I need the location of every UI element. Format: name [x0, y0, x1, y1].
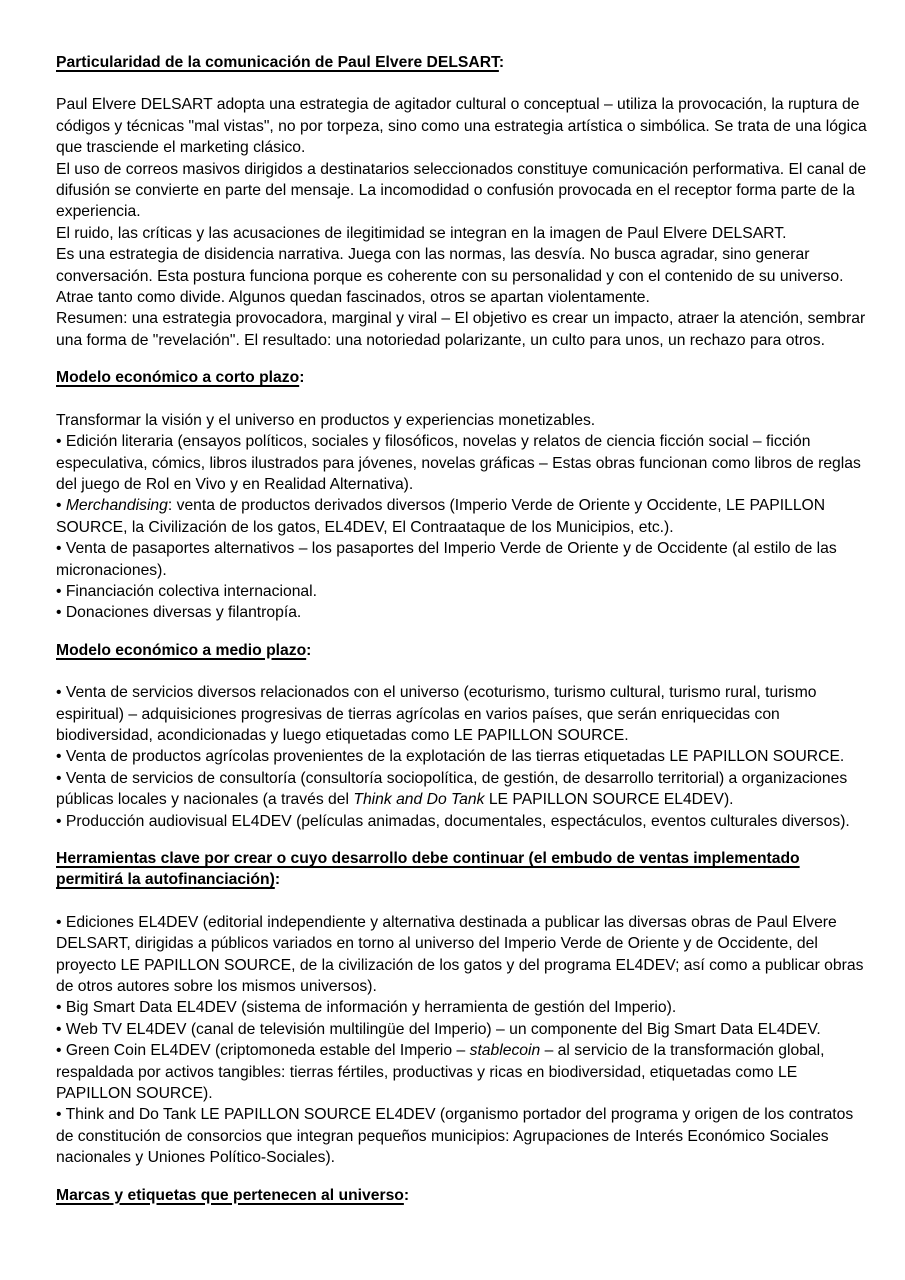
bullet-text: LE PAPILLON SOURCE EL4DEV).	[484, 791, 734, 809]
bullet-item: • Venta de productos agrícolas provenientes de la explotación de las tierras etiquetadas LE PAPILLON SOURCE.	[56, 748, 845, 766]
italic-term: stablecoin	[469, 1042, 541, 1060]
heading-communication	[56, 52, 868, 73]
heading-colon: :	[498, 54, 505, 71]
section-short-term-model	[56, 367, 868, 623]
section-communication	[56, 52, 868, 351]
bullet-item: • Donaciones diversas y filantropía.	[56, 604, 302, 622]
heading-colon: :	[274, 871, 281, 889]
section-brands	[56, 1185, 868, 1206]
paragraph: El ruido, las críticas y las acusaciones de ilegitimidad se integran en la imagen de Paul Elvere DELSART.	[56, 224, 787, 242]
paragraph: Transformar la visión y el universo en productos y experiencias monetizables.	[56, 411, 596, 429]
bullet-item: • Ediciones EL4DEV (editorial independiente y alternativa destinada a publicar las diversas obras de Paul Elvere DELSART, dirigidas a públicos variados en torno al universo del Imperio Verde de Oriente y de Occidente, del proyecto LE PAPILLON SOURCE, de la civilización de los gatos y del programa EL4DEV; así como a publicar obras de otros autores sobre los mismos universos).	[56, 913, 864, 996]
bullet-item: • Edición literaria (ensayos políticos, sociales y filosóficos, novelas y relatos de ciencia ficción social – ficción especulativa, cómics, libros ilustrados para jóvenes, novelas gráficas – Estas obras funcionan como libros de reglas del juego de Rol en Vivo y en Realidad Alternativa).	[56, 433, 861, 493]
bullet-item: • Venta de pasaportes alternativos – los pasaportes del Imperio Verde de Oriente y de Occidente (al estilo de las micronaciones).	[56, 540, 837, 579]
bullet-item: • Producción audiovisual EL4DEV (películas animadas, documentales, espectáculos, eventos culturales diversos).	[56, 812, 850, 830]
heading-key-tools	[56, 848, 868, 891]
heading-text: Modelo económico a corto plazo	[56, 369, 300, 387]
bullet-item	[56, 768, 868, 811]
bullet-text: : venta de productos derivados diversos (Imperio Verde de Oriente y Occidente, LE PAPILLON SOURCE, la Civilización de los gatos, EL4DEV, El Contraataque de los Municipios, etc.).	[56, 497, 826, 536]
paragraph: Es una estrategia de disidencia narrativa. Juega con las normas, las desvía. No busca agradar, sino generar conversación. Esta postura funciona porque es coherente con su personalidad y con el contenido de su universo. Atrae tanto como divide. Algunos quedan fascinados, otros se apartan violentamente.	[56, 246, 844, 307]
section-key-tools	[56, 848, 868, 1169]
paragraph: El uso de correos masivos dirigidos a destinatarios seleccionados constituye comunicación performativa. El canal de difusión se convierte en parte del mensaje. La incomodidad o confusión provocada en el receptor forma parte de la experiencia.	[56, 160, 867, 221]
paragraph: Resumen: una estrategia provocadora, marginal y viral – El objetivo es crear un impacto, atraer la atención, sembrar una forma de "revelación". El resultado: una notoriedad polarizante, un culto para unos, un rechazo para otros.	[56, 310, 866, 349]
heading-text: Herramientas clave por crear o cuyo desarrollo debe continuar (el embudo de ventas implementado permitirá la autofinanciación)	[56, 850, 800, 889]
heading-text: Particularidad de la comunicación de Paul Elvere DELSART	[56, 54, 499, 71]
italic-term: Think and Do Tank	[353, 791, 485, 809]
bullet-item: • Think and Do Tank LE PAPILLON SOURCE EL4DEV (organismo portador del programa y origen de los contratos de constitución de consorcios que integran pequeños municipios: Agrupaciones de Interés Económico Sociales nacionales y Uniones Político-Sociales).	[56, 1106, 854, 1167]
bullet-item: • Financiación colectiva internacional.	[56, 582, 317, 600]
bullet-text: • Green Coin EL4DEV (criptomoneda estable del Imperio –	[56, 1042, 470, 1060]
bullet-item	[56, 1040, 868, 1104]
heading-colon: :	[299, 369, 305, 387]
heading-brands	[56, 1185, 868, 1206]
heading-medium-term-model	[56, 640, 868, 661]
bullet-item: • Big Smart Data EL4DEV (sistema de información y herramienta de gestión del Imperio).	[56, 999, 677, 1017]
bullet-text: • Venta de servicios de consultoría (consultoría sociopolítica, de gestión, de desarrollo territorial) a organizaciones públicas locales y nacionales (a través del	[56, 769, 848, 809]
bullet-item: • Venta de servicios diversos relacionados con el universo (ecoturismo, turismo cultural, turismo rural, turismo espiritual) – adquisiciones progresivas de tierras agrícolas en varios países, que serán enriquecidas con biodiversidad, acondicionadas y luego etiquetadas como LE PAPILLON SOURCE.	[56, 684, 817, 744]
heading-colon: :	[306, 641, 312, 659]
italic-term: Merchandising	[65, 497, 168, 515]
bullet-item	[56, 495, 868, 538]
bullet-prefix: •	[56, 497, 66, 515]
heading-text: Marcas y etiquetas que pertenecen al universo	[56, 1186, 404, 1204]
section-medium-term-model	[56, 640, 868, 832]
heading-short-term-model	[56, 367, 868, 388]
bullet-item: • Web TV EL4DEV (canal de televisión multilingüe del Imperio) – un componente del Big Smart Data EL4DEV.	[56, 1020, 821, 1038]
bullet-text: – al servicio de la transformación global, respaldada por activos tangibles: tierras fértiles, productivas y ricas en biodiversidad, etiquetadas como LE PAPILLON SOURCE).	[56, 1042, 825, 1103]
paragraph: Paul Elvere DELSART adopta una estrategia de agitador cultural o conceptual – utiliza la provocación, la ruptura de códigos y técnicas "mal vistas", no por torpeza, sino como una estrategia artística o simbólica. Se trata de una lógica que trasciende el marketing clásico.	[56, 96, 867, 157]
heading-colon: :	[403, 1186, 410, 1204]
heading-text: Modelo económico a medio plazo	[56, 641, 307, 659]
